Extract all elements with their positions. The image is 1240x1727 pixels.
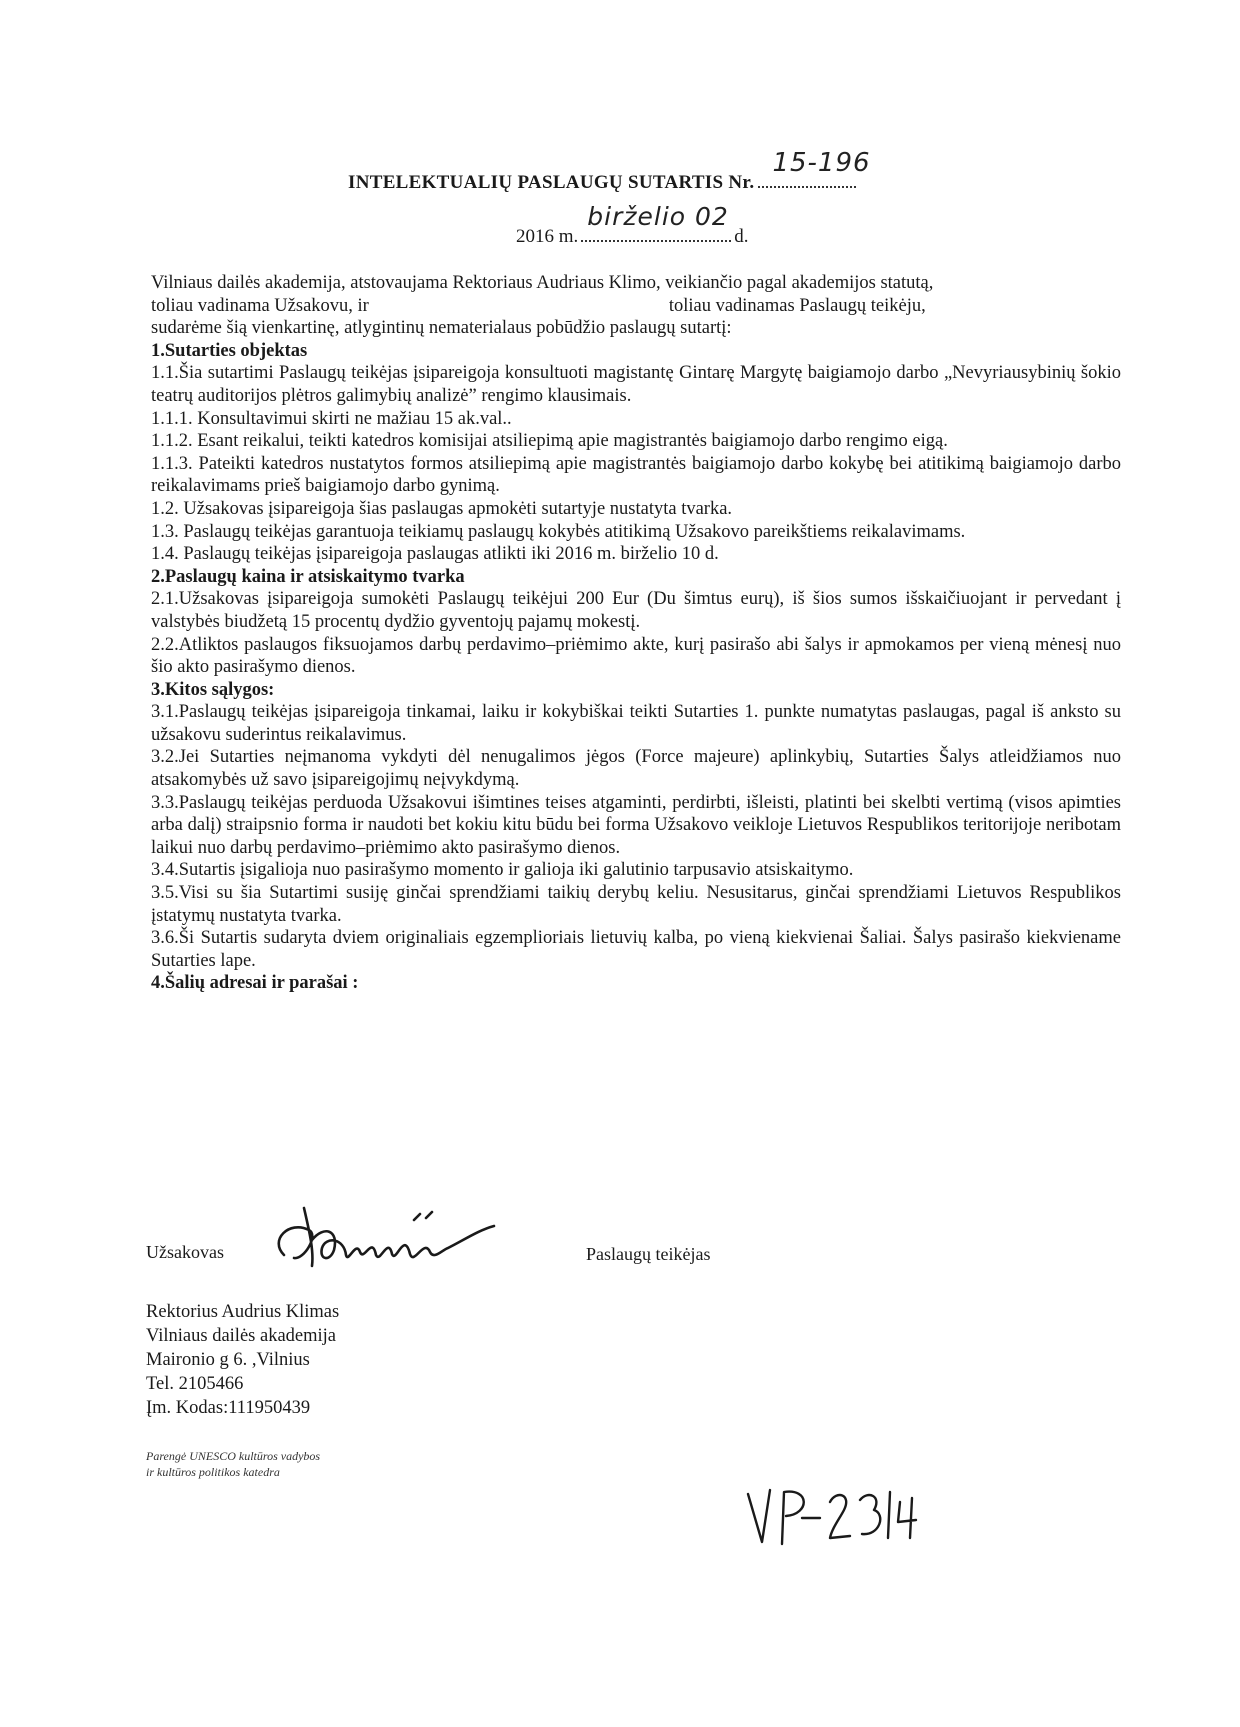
prepared-by-note (146, 1448, 320, 1480)
handwritten-registration-number (740, 1482, 920, 1552)
clause: 1.2. Užsakovas įsipareigoja šias paslaugas apmokėti sutartyje nustatyta tvarka. (151, 498, 733, 519)
address-line: Įm. Kodas:111950439 (146, 1398, 311, 1418)
signature-row (146, 1228, 1126, 1288)
clause: 1.1.1. Konsultavimui skirti ne mažiau 15 ak.val.. (151, 408, 512, 429)
prepared-line-2: ir kultūros politikos katedra (146, 1465, 280, 1479)
clause: 3.6.Ši Sutartis sudaryta dviem originaliais egzemplioriais lietuvių kalba, po vieną kiekvienai Šaliai. Šalys pasirašo kiekviename Sutarties lape. (151, 928, 1121, 971)
client-address-block (146, 1300, 339, 1420)
clause: 3.3.Paslaugų teikėjas perduoda Užsakovui išimtines teises atgaminti, perdirbti, išleisti, platinti bei skelbti vertimą (visos apimties arba dalį) straipsnio forma ir naudoti bet kokiu kitu būdu bei forma Užsakovo veikloje Lietuvos Respublikos teritorijoje neribotam laikui nuo darbų perdavimo–priėmimo akto pasirašymo dienos. (151, 792, 1121, 858)
clause: 1.1.2. Esant reikalui, teikti katedros komisijai atsiliepimą apie magistrantės baigiamojo darbo rengimo eigą. (151, 431, 948, 452)
provider-signature-label: Paslaugų teikėjas (586, 1244, 711, 1264)
section-heading: 2.Paslaugų kaina ir atsiskaitymo tvarka (151, 566, 465, 587)
intro-line-3: sudarėme šią vienkartinę, atlygintinų nematerialaus pobūdžio paslaugų sutartį: (151, 318, 732, 339)
clause: 1.4. Paslaugų teikėjas įsipareigoja paslaugas atlikti iki 2016 m. birželio 10 d. (151, 544, 719, 565)
section-heading: 1.Sutarties objektas (151, 340, 308, 361)
section-heading: 4.Šalių adresai ir parašai : (151, 973, 359, 994)
clause: 1.1.Šia sutartimi Paslaugų teikėjas įsipareigoja konsultuoti magistantę Gintarę Margytę baigiamojo darbo „Nevyriausybinių šokio teatrų auditorijos plėtros galimybių analizė” rengimo klausimais. (151, 363, 1121, 406)
address-line: Rektorius Audrius Klimas (146, 1302, 340, 1322)
intro-client-alias: toliau vadinama Užsakovu, ir (151, 295, 369, 316)
clause: 3.4.Sutartis įsigalioja nuo pasirašymo momento ir galioja iki galutinio tarpusavio atsiskaitymo. (151, 860, 854, 881)
clause: 2.1.Užsakovas įsipareigoja sumokėti Paslaugų teikėjui 200 Eur (Du šimtus eurų), iš šios sumos išskaičiuojant ir pervedant į valstybės biudžetą 15 procentų dydžio gyventojų pajamų mokestį. (151, 589, 1121, 632)
clause: 3.2.Jei Sutarties neįmanoma vykdyti dėl nenugalimos jėgos (Force majeure) aplinkybių, Sutarties Šalys atleidžiamos nuo atsakomybės už savo įsipareigojimų neįvykdymą. (151, 747, 1121, 791)
intro-line-1: Vilniaus dailės akademija, atstovaujama Rektoriaus Audriaus Klimo, veikiančio pagal akademijos statutą, (151, 273, 934, 293)
title-text: INTELEKTUALIŲ PASLAUGŲ SUTARTIS Nr. (348, 172, 755, 193)
contract-number-handwritten: 15-196 (772, 148, 871, 178)
date-month-handwritten: birželio 02 (587, 202, 729, 231)
contract-date (516, 202, 749, 248)
contract-number-field (758, 148, 871, 188)
intro-provider-alias: toliau vadinamas Paslaugų teikėju, (668, 295, 926, 316)
intro-line-2 (151, 295, 1121, 318)
date-month-field (581, 202, 731, 242)
contract-body (151, 272, 1121, 995)
client-signature (264, 1200, 534, 1280)
clause: 3.1.Paslaugų teikėjas įsipareigoja tinkamai, laiku ir kokybiškai teikti Sutarties 1. punkte numatytas paslaugas, pagal iš anksto su užsakovu suderintus reikalavimus. (151, 702, 1121, 745)
contract-sections (151, 340, 1121, 995)
address-line: Maironio g 6. ,Vilnius (146, 1350, 310, 1370)
clause: 1.3. Paslaugų teikėjas garantuoja teikiamų paslaugų kokybės atitikimą Užsakovo pareikštiems reikalavimams. (151, 521, 966, 542)
prepared-line-1: Parengė UNESCO kultūros vadybos (146, 1449, 321, 1463)
clause: 2.2.Atliktos paslaugos fiksuojamos darbų perdavimo–priėmimo akte, kurį pasirašo abi šalys ir apmokamos per vieną mėnesį nuo šio akto pasirašymo dienos. (151, 634, 1121, 678)
date-year: 2016 m. (516, 226, 579, 247)
address-line: Vilniaus dailės akademija (146, 1326, 336, 1346)
clause: 1.1.3. Pateikti katedros nustatytos formos atsiliepimą apie magistrantės baigiamojo darbo kokybę bei atitikimą baigiamojo darbo reikalavimams prieš baigiamojo darbo gynimą. (151, 453, 1121, 497)
address-line: Tel. 2105466 (146, 1374, 244, 1394)
date-day-suffix: d. (734, 226, 749, 247)
contract-title (348, 148, 871, 194)
section-heading: 3.Kitos sąlygos: (151, 679, 275, 700)
clause: 3.5.Visi su šia Sutartimi susiję ginčai sprendžiami taikių derybų keliu. Nesusitarus, ginčai sprendžiami Lietuvos Respublikos įstatymų nustatyta tvarka. (151, 883, 1121, 926)
client-signature-label: Užsakovas (146, 1242, 224, 1262)
